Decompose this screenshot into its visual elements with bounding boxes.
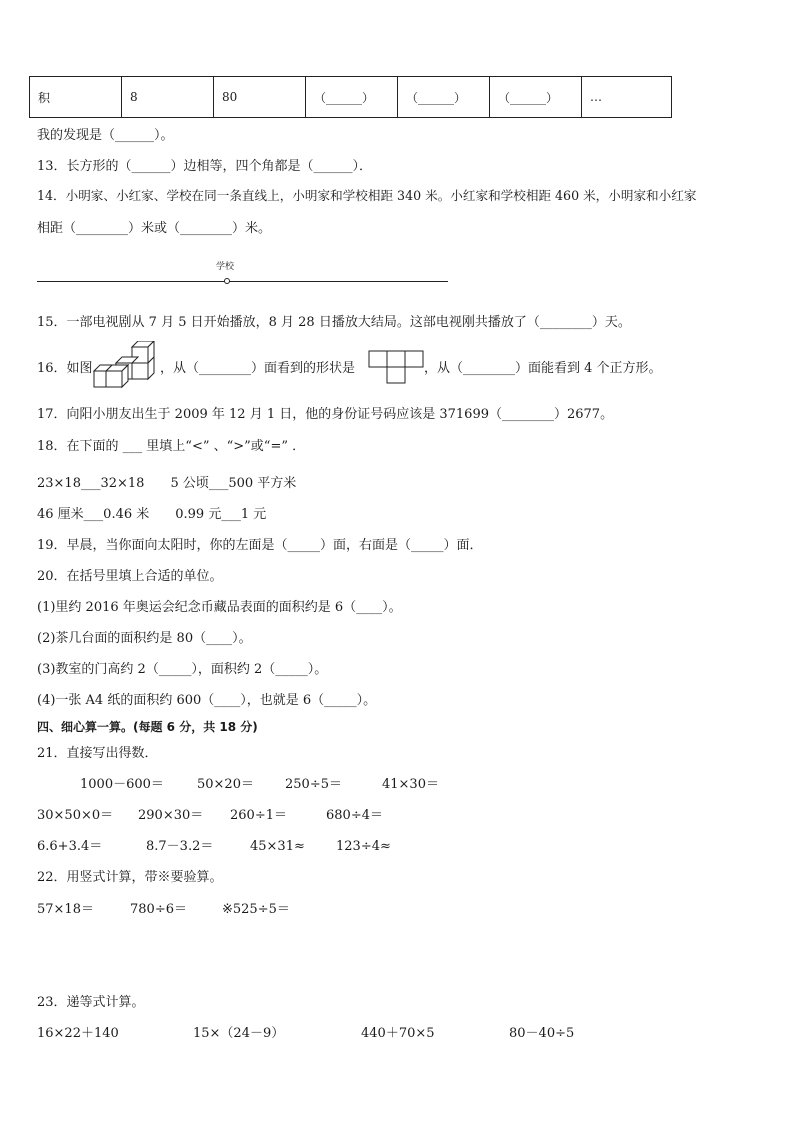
calc-item: 8.7－3.2＝ — [146, 839, 214, 854]
question-20: 20．在括号里填上合适的单位。 — [37, 569, 223, 584]
question-13: 13．长方形的（______）边相等，四个角都是（______）． — [37, 159, 373, 174]
calc-item: 41×30＝ — [382, 777, 439, 792]
table-cell: （______） — [398, 77, 490, 118]
calc-item: 16×22＋140 — [37, 1026, 119, 1041]
question-14-cont: 相距（________）米或（________）米。 — [37, 221, 272, 236]
question-19: 19．早晨，当你面向太阳时，你的左面是（_____）面，右面是（_____）面． — [37, 538, 483, 553]
calc-item: 290×30＝ — [138, 808, 204, 823]
question-20-2: (2)茶几台面的面积约是 80（____）。 — [37, 631, 252, 646]
calc-item: 80－40÷5 — [509, 1026, 575, 1041]
table-cell: （______） — [306, 77, 398, 118]
calc-item: 30×50×0＝ — [37, 808, 114, 823]
table-cell: 80 — [214, 77, 306, 118]
table-cell: 8 — [122, 77, 214, 118]
number-line — [37, 281, 448, 282]
calc-item: 45×31≈ — [250, 839, 305, 854]
calc-item: 250÷5＝ — [285, 777, 342, 792]
table-row — [30, 77, 672, 118]
school-label: 学校 — [216, 262, 235, 272]
calc-item: 680÷4＝ — [326, 808, 383, 823]
table-cell: 积 — [30, 77, 122, 118]
question-18-row-1: 23×18___32×18 5 公顷___500 平方米 — [37, 476, 297, 491]
calc-item: 6.6+3.4＝ — [37, 839, 103, 854]
calc-item: 440＋70×5 — [361, 1026, 435, 1041]
question-21: 21．直接写出得数． — [37, 746, 158, 761]
question-14: 14．小明家、小红家、学校在同一条直线上，小明家和学校相距 340 米。小红家和学校相距 460 米，小明家和小红家 — [37, 188, 697, 203]
question-18-row-2: 46 厘米___0.46 米 0.99 元___1 元 — [37, 507, 267, 522]
calc-item: 1000－600＝ — [80, 777, 164, 792]
table-cell: （______） — [490, 77, 582, 118]
question-16-start: 16．如图 — [37, 361, 93, 376]
answer-table — [29, 76, 672, 118]
calc-item: 123÷4≈ — [336, 839, 391, 854]
question-18: 18．在下面的 ___ 里填上“<” 、“>”或“=” ． — [37, 439, 306, 454]
school-point — [224, 278, 230, 284]
table-cell: … — [582, 77, 672, 118]
question-16-mid: ，从（________）面看到的形状是 — [160, 361, 356, 376]
section-heading: 四、细心算一算。(每题 6 分，共 18 分) — [37, 720, 258, 734]
calc-item: 15×（24－9） — [193, 1026, 285, 1041]
question-17: 17．向阳小朋友出生于 2009 年 12 月 1 日，他的身份证号码应该是 371699（________）2677。 — [37, 407, 614, 422]
calc-item: ※525÷5＝ — [222, 902, 290, 917]
question-20-3: (3)教室的门高约 2（_____），面积约 2（_____）。 — [37, 662, 328, 677]
question-20-4: (4)一张 A4 纸的面积约 600（____），也就是 6（_____）。 — [37, 693, 377, 708]
question-15: 15．一部电视剧从 7 月 5 日开始播放，8 月 28 日播放大结局。这部电视刚共播放了（________）天。 — [37, 315, 631, 330]
question-22: 22．用竖式计算，带※要验算。 — [37, 870, 223, 885]
discovery-line: 我的发现是（______）。 — [37, 128, 174, 143]
question-16-end: ，从（________）面能看到 4 个正方形。 — [424, 361, 662, 376]
calc-item: 57×18＝ — [37, 902, 94, 917]
calc-item: 50×20＝ — [197, 777, 254, 792]
calc-item: 780÷6＝ — [130, 902, 187, 917]
cube-stack-figure — [92, 341, 158, 389]
view-shape-figure — [368, 350, 424, 386]
question-20-1: (1)里约 2016 年奥运会纪念币藏品表面的面积约是 6（____）。 — [37, 600, 402, 615]
calc-item: 260÷1＝ — [230, 808, 287, 823]
question-23: 23．递等式计算。 — [37, 995, 145, 1010]
